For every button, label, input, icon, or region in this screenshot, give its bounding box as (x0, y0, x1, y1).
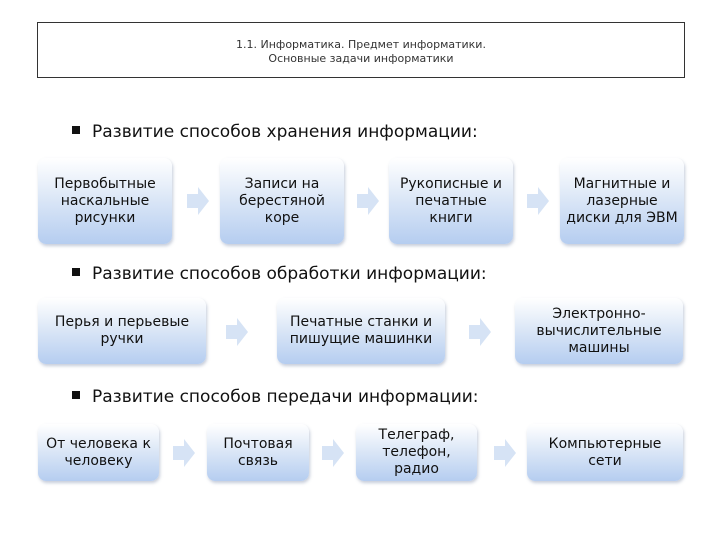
storage-box-books (389, 158, 513, 244)
right-arrow-icon (357, 186, 379, 216)
transmission-box-telegraph (356, 424, 477, 481)
section-heading-processing (72, 264, 487, 284)
right-arrow-icon (469, 317, 491, 347)
box-text: Почтовая связь (223, 435, 293, 469)
box-text: Телеграф, телефон, радио (378, 427, 455, 477)
right-arrow-icon (494, 438, 516, 468)
storage-box-birch-bark (220, 158, 344, 244)
section-heading-storage (72, 122, 478, 142)
box-text: Перья и перьевые ручки (54, 314, 190, 347)
square-bullet-icon (72, 126, 80, 134)
storage-box-disks (560, 158, 684, 244)
processing-box-computers (515, 298, 683, 364)
transmission-box-postal (207, 424, 309, 481)
slide-title (37, 22, 685, 78)
section-heading-text: Развитие способов хранения информации: (92, 122, 478, 142)
section-heading-text: Развитие способов обработки информации: (92, 264, 487, 284)
box-text: Электронно-вычислительные машины (536, 305, 662, 356)
transmission-box-person-to-person (38, 424, 159, 481)
box-text: Записи на берестяной коре (239, 175, 325, 226)
square-bullet-icon (72, 268, 80, 276)
right-arrow-icon (187, 186, 209, 216)
box-text: Первобытные наскальные рисунки (54, 175, 156, 226)
section-heading-text: Развитие способов передачи информации: (92, 387, 479, 407)
processing-box-printing-presses (277, 298, 445, 364)
box-text: Магнитные и лазерные диски для ЭВМ (566, 175, 678, 226)
box-text: Компьютерные сети (548, 435, 662, 469)
slide-title-line-1: 1.1. Информатика. Предмет информатики. (236, 38, 486, 51)
section-heading-transmission (72, 387, 479, 407)
right-arrow-icon (226, 317, 248, 347)
right-arrow-icon (322, 438, 344, 468)
right-arrow-icon (527, 186, 549, 216)
box-text: От человека к человеку (46, 435, 151, 469)
box-text: Рукописные и печатные книги (399, 175, 503, 226)
storage-box-cave-paintings (38, 158, 172, 244)
slide-title-line-2: Основные задачи информатики (268, 52, 454, 65)
right-arrow-icon (173, 438, 195, 468)
square-bullet-icon (72, 391, 80, 399)
transmission-box-computer-networks (527, 424, 683, 481)
processing-box-quills (38, 298, 206, 364)
box-text: Печатные станки и пишущие машинки (289, 314, 433, 347)
